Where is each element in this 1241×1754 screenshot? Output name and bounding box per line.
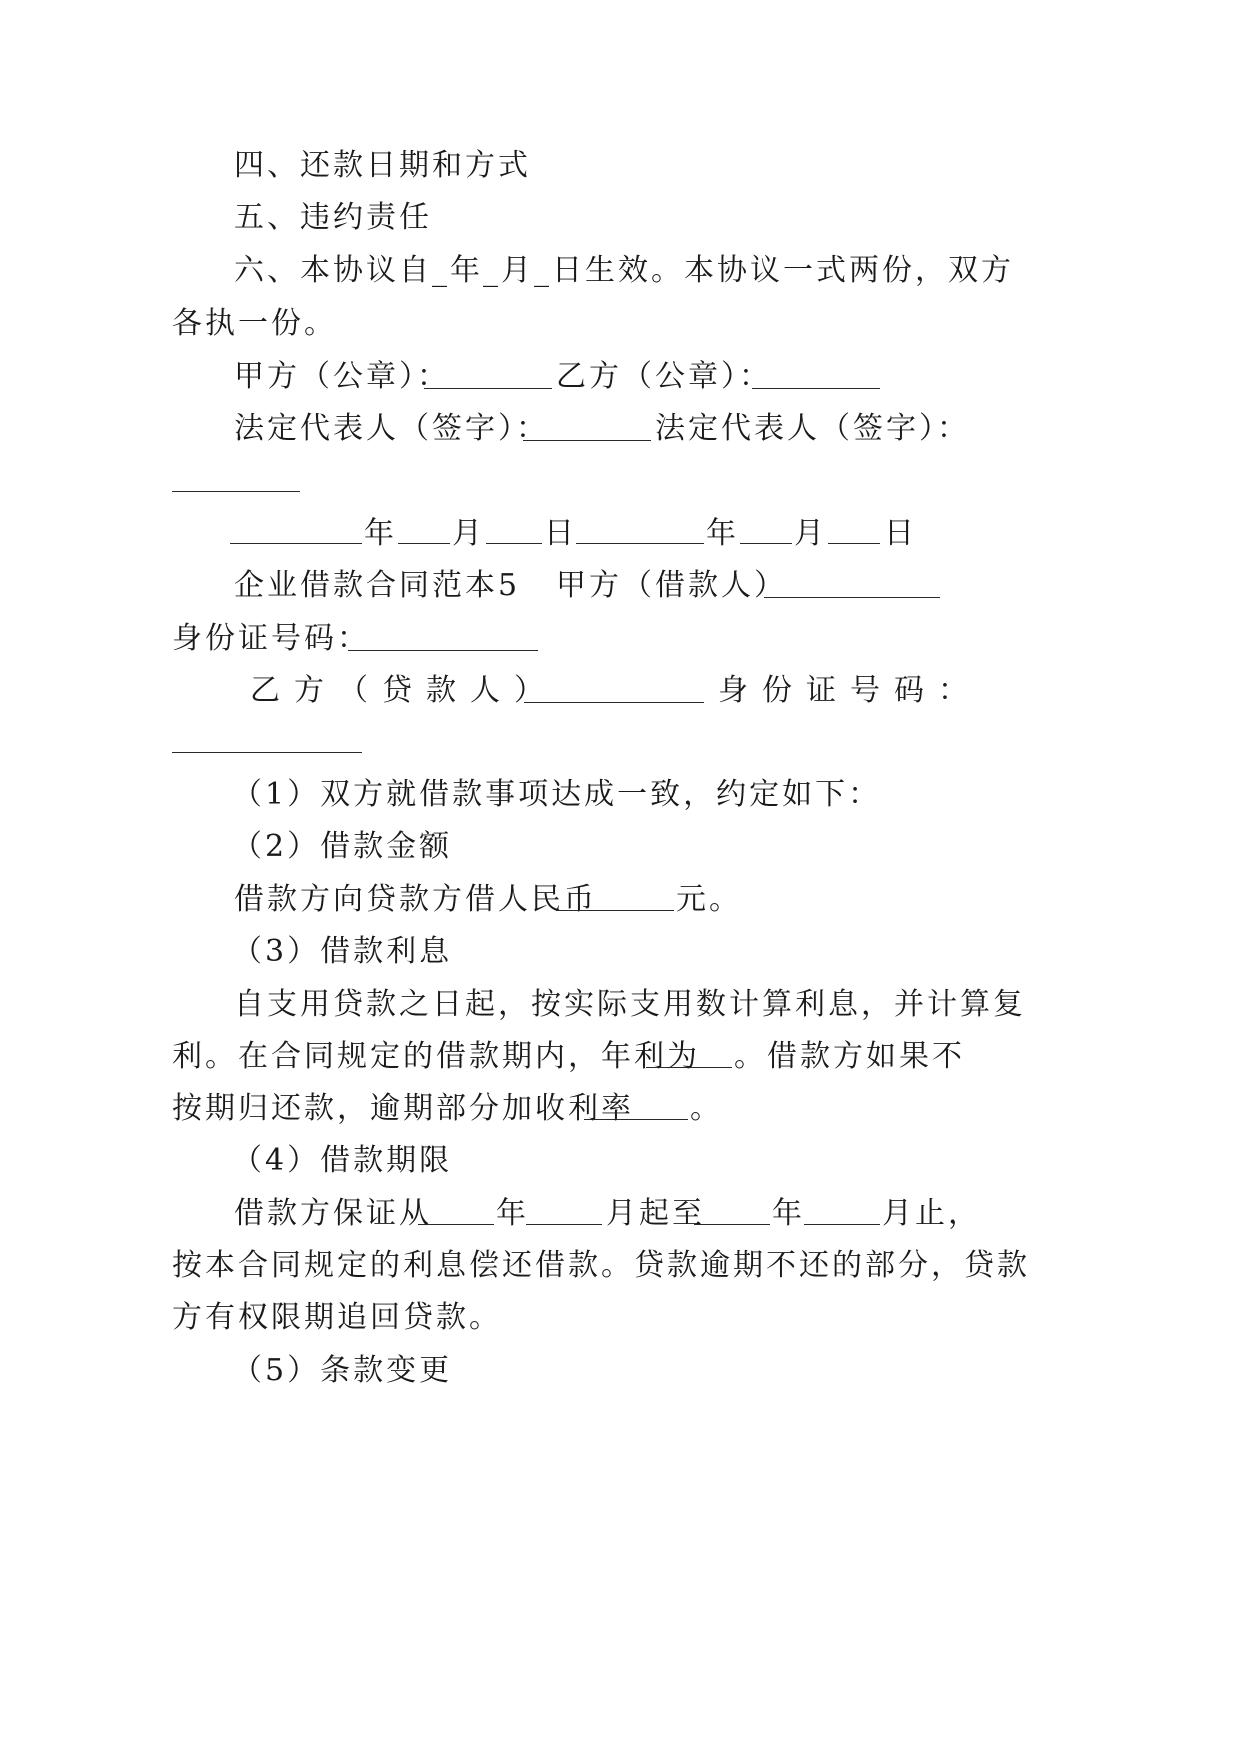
- term-text-2: 按本合同规定的利息偿还借款。贷款逾期不还的部分，贷款: [172, 1248, 1030, 1283]
- clause-repayment-heading: 四、还款日期和方式: [234, 148, 531, 183]
- loan-amount-blank: [556, 910, 674, 911]
- party-a-seal-blank: [424, 388, 552, 389]
- party-a-rep-label: 法定代表人（签字）：: [234, 411, 549, 446]
- date-b-day-blank: [828, 543, 880, 544]
- term-end-month-blank: [804, 1224, 880, 1225]
- item-3-heading: （3）借款利息: [232, 934, 453, 969]
- interest-text-3a: 按期归还款，逾期部分加收利率: [172, 1091, 634, 1126]
- term-end-year-blank: [694, 1224, 770, 1225]
- term-text-a: 借款方保证从: [234, 1196, 432, 1231]
- borrower-id-label: 身份证号码：: [172, 621, 370, 656]
- item-5-heading: （5）条款变更: [232, 1353, 453, 1388]
- borrower-blank: [764, 597, 940, 598]
- borrower-id-blank: [348, 650, 538, 651]
- loan-amount-text: 借款方向贷款方借人民币: [234, 882, 597, 917]
- interest-text-2b: 。借款方如果不: [734, 1039, 965, 1074]
- interest-text-1: 自支用贷款之日起，按实际支用数计算利息，并计算复: [234, 987, 1026, 1022]
- term-text-3: 方有权限期追回贷款。: [172, 1300, 502, 1335]
- lender-blank: [524, 702, 704, 703]
- date-a-year-label: 年: [364, 516, 397, 551]
- date-a-month-label: 月: [452, 516, 485, 551]
- item-1-agreement: （1）双方就借款事项达成一致，约定如下：: [232, 777, 882, 812]
- party-a-seal-label: 甲方（公章）：: [234, 359, 450, 394]
- date-a-day-blank: [486, 543, 542, 544]
- template-title: 企业借款合同范本5: [234, 568, 521, 603]
- term-start-year-blank: [418, 1224, 494, 1225]
- date-a-day-label: 日: [544, 516, 577, 551]
- date-b-month-label: 月: [794, 516, 827, 551]
- date-b-year-blank: [576, 543, 704, 544]
- date-a-year-blank: [230, 543, 362, 544]
- party-b-seal-label: 乙方（公章）：: [556, 359, 772, 394]
- item-2-heading: （2）借款金额: [232, 829, 453, 864]
- party-b-seal-blank: [752, 388, 880, 389]
- date-b-month-blank: [740, 543, 792, 544]
- clause-effective-text-cont: 各执一份。: [172, 306, 337, 341]
- annual-rate-blank: [646, 1067, 732, 1068]
- loan-amount-unit: 元。: [676, 882, 742, 917]
- clause-liability-heading: 五、违约责任: [234, 200, 432, 235]
- lender-id-blank: [172, 752, 362, 753]
- term-text-b: 年: [496, 1196, 529, 1231]
- party-a-rep-blank: [523, 440, 651, 441]
- interest-text-2a: 利。在合同规定的借款期内，年利为: [172, 1039, 700, 1074]
- date-b-day-label: 日: [884, 516, 917, 551]
- borrower-label: 甲方（借款人）: [556, 568, 787, 603]
- party-b-rep-label: 法定代表人（签字）：: [655, 411, 970, 446]
- lender-label: 乙方（贷款人）: [250, 673, 558, 708]
- party-b-rep-blank: [172, 491, 300, 492]
- term-text-e: 月止，: [882, 1196, 981, 1231]
- date-b-year-label: 年: [706, 516, 739, 551]
- lender-id-label: 身份证号码：: [718, 673, 982, 708]
- term-text-d: 年: [772, 1196, 805, 1231]
- term-text-c: 月起至: [606, 1196, 705, 1231]
- overdue-rate-blank: [584, 1119, 688, 1120]
- clause-effective-text: 六、本协议自_年_月_日生效。本协议一式两份，双方: [234, 253, 1014, 288]
- term-start-month-blank: [526, 1224, 602, 1225]
- item-4-heading: （4）借款期限: [232, 1143, 453, 1178]
- date-a-month-blank: [398, 543, 450, 544]
- interest-text-3b: 。: [690, 1091, 723, 1126]
